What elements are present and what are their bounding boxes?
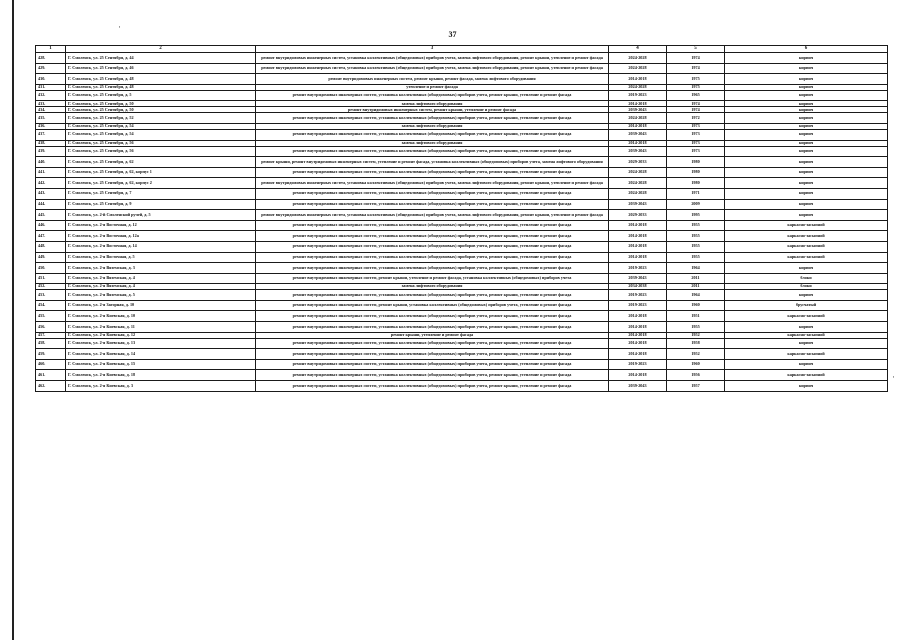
year-built-cell: 1952 bbox=[667, 332, 725, 338]
wall-material-cell: кирпич bbox=[725, 322, 888, 333]
address-cell: Г. Смоленск, ул. 25 Сентября, д. 46 bbox=[66, 63, 256, 74]
period-cell: 2029-2033 bbox=[609, 157, 667, 168]
header-col-5: 5 bbox=[667, 46, 725, 53]
wall-material-cell: кирпич bbox=[725, 123, 888, 129]
address-cell: Г. Смоленск, ул. 2-й Смоленский ручей, д. 5 bbox=[66, 210, 256, 221]
period-cell: 2024-2028 bbox=[609, 178, 667, 189]
year-built-cell: 1974 bbox=[667, 53, 725, 64]
table-row bbox=[36, 188, 888, 199]
address-cell: Г. Смоленск, ул. 2-я Киевская, д. 3 bbox=[66, 381, 256, 392]
year-built-cell: 1974 bbox=[667, 63, 725, 74]
period-cell: 2024-2028 bbox=[609, 84, 667, 90]
wall-material-cell: кирпич bbox=[725, 101, 888, 107]
table-row bbox=[36, 300, 888, 311]
wall-material-cell: кирпич bbox=[725, 359, 888, 370]
work-types-cell: ремонт внутридомовых инженерных систем, установка коллективных (общедомовых) приборов учета, замена лифтового оборудования, ремонт крыши, утепление и ремонт фасада bbox=[256, 210, 609, 221]
work-types-cell: ремонт внутридомовых инженерных систем, установка коллективных (общедомовых) приборов учета, ремонт крыши, утепление и ремонт фасада bbox=[256, 359, 609, 370]
work-types-cell: ремонт внутридомовых инженерных систем, ремонт крыши, ремонт фасада, замена лифтового оборудования bbox=[256, 74, 609, 85]
work-types-cell: ремонт внутридомовых инженерных систем, установка коллективных (общедомовых) приборов учета, ремонт крыши, утепление и ремонт фасада bbox=[256, 113, 609, 124]
row-number: 453. bbox=[36, 290, 66, 301]
table-row bbox=[36, 74, 888, 85]
work-types-cell: ремонт внутридомовых инженерных систем, установка коллективных (общедомовых) приборов учета, замена лифтового оборудования, ремонт крыши, утепление и ремонт фасада bbox=[256, 53, 609, 64]
table-row bbox=[36, 322, 888, 333]
work-types-cell: замена лифтового оборудования bbox=[256, 284, 609, 290]
wall-material-cell: кирпич bbox=[725, 167, 888, 178]
address-cell: Г. Смоленск, ул. 2-я Вяземская, д. 5 bbox=[66, 290, 256, 301]
address-cell: Г. Смоленск, ул. 2-я Киевская, д. 18 bbox=[66, 370, 256, 381]
row-number: 459. bbox=[36, 349, 66, 360]
address-cell: Г. Смоленск, ул. 25 Сентября, д. 48 bbox=[66, 84, 256, 90]
wall-material-cell: кирпич bbox=[725, 107, 888, 113]
wall-material-cell: кирпич bbox=[725, 63, 888, 74]
header-col-4: 4 bbox=[609, 46, 667, 53]
work-types-cell: ремонт внутридомовых инженерных систем, установка коллективных (общедомовых) приборов учета, ремонт крыши, утепление и ремонт фасада bbox=[256, 167, 609, 178]
address-cell: Г. Смоленск, ул. 2-я Восточная, д. 12а bbox=[66, 231, 256, 242]
row-number: 454. bbox=[36, 300, 66, 311]
wall-material-cell: кирпич bbox=[725, 53, 888, 64]
table-row bbox=[36, 252, 888, 263]
year-built-cell: 1955 bbox=[667, 241, 725, 252]
work-types-cell: ремонт внутридомовых инженерных систем, установка коллективных (общедомовых) приборов учета, замена лифтового оборудования, ремонт крыши, утепление и ремонт фасада bbox=[256, 63, 609, 74]
row-number: 431. bbox=[36, 84, 66, 90]
year-built-cell: 1973 bbox=[667, 129, 725, 140]
work-types-cell: ремонт внутридомовых инженерных систем, установка коллективных (общедомовых) приборов учета, ремонт крыши, утепление и ремонт фасада bbox=[256, 290, 609, 301]
year-built-cell: 1958 bbox=[667, 338, 725, 349]
period-cell: 2019-2023 bbox=[609, 290, 667, 301]
work-types-cell: ремонт крыши, утепление и ремонт фасада bbox=[256, 332, 609, 338]
period-cell: 2039-2043 bbox=[609, 199, 667, 210]
row-number: 456. bbox=[36, 322, 66, 333]
period-cell: 2014-2018 bbox=[609, 252, 667, 263]
year-built-cell: 1955 bbox=[667, 252, 725, 263]
address-cell: Г. Смоленск, ул. 25 Сентября, д. 56 bbox=[66, 146, 256, 157]
address-cell: Г. Смоленск, ул. 25 Сентября, д. 50 bbox=[66, 101, 256, 107]
period-cell: 2024-2028 bbox=[609, 167, 667, 178]
address-cell: Г. Смоленск, ул. 2-я Восточная, д. 5 bbox=[66, 252, 256, 263]
wall-material-cell: кирпич bbox=[725, 290, 888, 301]
row-number: 455. bbox=[36, 311, 66, 322]
year-built-cell: 1974 bbox=[667, 101, 725, 107]
work-types-cell: ремонт внутридомовых инженерных систем, ремонт крыши, установка коллективных (общедомовых) приборов учета, утепление и ремонт фасада bbox=[256, 300, 609, 311]
year-built-cell: 1955 bbox=[667, 322, 725, 333]
wall-material-cell: каркасно-засыпной bbox=[725, 311, 888, 322]
work-types-cell: замена лифтового оборудования bbox=[256, 140, 609, 146]
row-number: 438. bbox=[36, 140, 66, 146]
work-types-cell: ремонт внутридомовых инженерных систем, установка коллективных (общедомовых) приборов учета, ремонт крыши, утепление и ремонт фасада bbox=[256, 381, 609, 392]
scan-speck: · bbox=[892, 372, 895, 382]
work-types-cell: ремонт внутридомовых инженерных систем, установка коллективных (общедомовых) приборов учета, ремонт крыши, утепление и ремонт фасада bbox=[256, 241, 609, 252]
work-types-cell: ремонт внутридомовых инженерных систем, ремонт крыши, утепление и ремонт фасада bbox=[256, 107, 609, 113]
wall-material-cell: кирпич bbox=[725, 146, 888, 157]
year-built-cell: 1960 bbox=[667, 359, 725, 370]
row-number: 437. bbox=[36, 129, 66, 140]
page-number: 37 bbox=[448, 30, 457, 39]
row-number: 451. bbox=[36, 273, 66, 284]
page-margin-line bbox=[12, 0, 14, 640]
work-types-cell: ремонт внутридомовых инженерных систем, установка коллективных (общедомовых) приборов учета, ремонт крыши, утепление и ремонт фасада bbox=[256, 263, 609, 274]
period-cell: 2014-2018 bbox=[609, 349, 667, 360]
table-row bbox=[36, 370, 888, 381]
work-types-cell: ремонт внутридомовых инженерных систем, установка коллективных (общедомовых) приборов учета, ремонт крыши, утепление и ремонт фасада bbox=[256, 199, 609, 210]
year-built-cell: 1973 bbox=[667, 140, 725, 146]
year-built-cell: 1964 bbox=[667, 290, 725, 301]
year-built-cell: 2009 bbox=[667, 199, 725, 210]
table-row bbox=[36, 113, 888, 124]
work-types-cell: замена лифтового оборудования bbox=[256, 123, 609, 129]
wall-material-cell: блоки bbox=[725, 284, 888, 290]
year-built-cell: 1975 bbox=[667, 74, 725, 85]
period-cell: 2024-2028 bbox=[609, 113, 667, 124]
period-cell: 2014-2018 bbox=[609, 311, 667, 322]
row-number: 433. bbox=[36, 101, 66, 107]
wall-material-cell: кирпич bbox=[725, 263, 888, 274]
year-built-cell: 1964 bbox=[667, 263, 725, 274]
table-row bbox=[36, 129, 888, 140]
period-cell: 2014-2018 bbox=[609, 332, 667, 338]
address-cell: Г. Смоленск, ул. 25 Сентября, д. 9 bbox=[66, 199, 256, 210]
year-built-cell: 2011 bbox=[667, 284, 725, 290]
work-types-cell: ремонт внутридомовых инженерных систем, установка коллективных (общедомовых) приборов учета, ремонт крыши, утепление и ремонт фасада bbox=[256, 311, 609, 322]
table-row bbox=[36, 338, 888, 349]
wall-material-cell: каркасно-засыпной bbox=[725, 220, 888, 231]
table-row bbox=[36, 311, 888, 322]
address-cell: Г. Смоленск, ул. 25 Сентября, д. 54 bbox=[66, 123, 256, 129]
address-cell: Г. Смоленск, ул. 2-я Загорная, д. 10 bbox=[66, 300, 256, 311]
wall-material-cell: кирпич bbox=[725, 178, 888, 189]
period-cell: 2039-2043 bbox=[609, 273, 667, 284]
year-built-cell: 1955 bbox=[667, 220, 725, 231]
work-types-cell: ремонт внутридомовых инженерных систем, установка коллективных (общедомовых) приборов учета, ремонт крыши, утепление и ремонт фасада bbox=[256, 129, 609, 140]
year-built-cell: 1952 bbox=[667, 349, 725, 360]
address-cell: Г. Смоленск, ул. 25 Сентября, д. 50 bbox=[66, 107, 256, 113]
period-cell: 2014-2018 bbox=[609, 220, 667, 231]
address-cell: Г. Смоленск, ул. 2-я Киевская, д. 13 bbox=[66, 338, 256, 349]
year-built-cell: 1974 bbox=[667, 107, 725, 113]
header-col-6: 6 bbox=[725, 46, 888, 53]
wall-material-cell: кирпич bbox=[725, 157, 888, 168]
table-row bbox=[36, 199, 888, 210]
period-cell: 2024-2028 bbox=[609, 53, 667, 64]
wall-material-cell: кирпич bbox=[725, 113, 888, 124]
scan-speck: · bbox=[118, 22, 121, 32]
row-number: 441. bbox=[36, 167, 66, 178]
address-cell: Г. Смоленск, ул. 25 Сентября, д. 62, корпус 2 bbox=[66, 178, 256, 189]
address-cell: Г. Смоленск, ул. 2-я Вяземская, д. 4 bbox=[66, 273, 256, 284]
table-row bbox=[36, 63, 888, 74]
period-cell: 2014-2018 bbox=[609, 74, 667, 85]
address-cell: Г. Смоленск, ул. 25 Сентября, д. 62, корпус 1 bbox=[66, 167, 256, 178]
row-number: 448. bbox=[36, 241, 66, 252]
year-built-cell: 1980 bbox=[667, 157, 725, 168]
row-number: 447. bbox=[36, 231, 66, 242]
wall-material-cell: каркасно-засыпной bbox=[725, 231, 888, 242]
year-built-cell: 1956 bbox=[667, 370, 725, 381]
year-built-cell: 1951 bbox=[667, 311, 725, 322]
wall-material-cell: каркасно-засыпной bbox=[725, 241, 888, 252]
row-number: 450. bbox=[36, 263, 66, 274]
wall-material-cell: кирпич bbox=[725, 129, 888, 140]
work-types-cell: ремонт внутридомовых инженерных систем, установка коллективных (общедомовых) приборов учета, ремонт крыши, утепление и ремонт фасада bbox=[256, 338, 609, 349]
table-row bbox=[36, 231, 888, 242]
period-cell: 2014-2018 bbox=[609, 370, 667, 381]
wall-material-cell: кирпич bbox=[725, 84, 888, 90]
table-header-row bbox=[36, 46, 888, 53]
address-cell: Г. Смоленск, ул. 25 Сентября, д. 52 bbox=[66, 113, 256, 124]
address-cell: Г. Смоленск, ул. 2-я Вяземская, д. 4 bbox=[66, 284, 256, 290]
row-number: 444. bbox=[36, 199, 66, 210]
period-cell: 2014-2018 bbox=[609, 338, 667, 349]
year-built-cell: 1960 bbox=[667, 300, 725, 311]
year-built-cell: 1971 bbox=[667, 188, 725, 199]
row-number: 430. bbox=[36, 74, 66, 85]
address-cell: Г. Смоленск, ул. 2-я Восточная, д. 14 bbox=[66, 241, 256, 252]
table-row bbox=[36, 90, 888, 101]
table-row bbox=[36, 220, 888, 231]
address-cell: Г. Смоленск, ул. 2-я Киевская, д. 14 bbox=[66, 349, 256, 360]
period-cell: 2014-2018 bbox=[609, 101, 667, 107]
year-built-cell: 1980 bbox=[667, 167, 725, 178]
header-col-1: 1 bbox=[36, 46, 66, 53]
address-cell: Г. Смоленск, ул. 25 Сентября, д. 54 bbox=[66, 129, 256, 140]
wall-material-cell: каркасно-засыпной bbox=[725, 370, 888, 381]
work-types-cell: ремонт внутридомовых инженерных систем, установка коллективных (общедомовых) приборов учета, ремонт крыши, утепление и ремонт фасада bbox=[256, 252, 609, 263]
work-types-cell: утепление и ремонт фасада bbox=[256, 84, 609, 90]
wall-material-cell: каркасно-засыпной bbox=[725, 332, 888, 338]
address-cell: Г. Смоленск, ул. 25 Сентября, д. 44 bbox=[66, 53, 256, 64]
period-cell: 2024-2028 bbox=[609, 63, 667, 74]
year-built-cell: 1972 bbox=[667, 113, 725, 124]
table-body bbox=[36, 53, 888, 392]
period-cell: 2039-2043 bbox=[609, 381, 667, 392]
address-cell: Г. Смоленск, ул. 2-я Киевская, д. 12 bbox=[66, 332, 256, 338]
wall-material-cell: кирпич bbox=[725, 338, 888, 349]
year-built-cell: 1995 bbox=[667, 210, 725, 221]
period-cell: 2014-2018 bbox=[609, 322, 667, 333]
row-number: 429. bbox=[36, 63, 66, 74]
work-types-cell: ремонт внутридомовых инженерных систем, установка коллективных (общедомовых) приборов учета, замена лифтового оборудования, ремонт крыши, утепление и ремонт фасада bbox=[256, 178, 609, 189]
year-built-cell: 1973 bbox=[667, 146, 725, 157]
row-number: 442. bbox=[36, 178, 66, 189]
table-row bbox=[36, 210, 888, 221]
year-built-cell: 1965 bbox=[667, 90, 725, 101]
work-types-cell: ремонт внутридомовых инженерных систем, установка коллективных (общедомовых) приборов учета, ремонт крыши, утепление и ремонт фасада bbox=[256, 188, 609, 199]
year-built-cell: 2011 bbox=[667, 273, 725, 284]
wall-material-cell: кирпич bbox=[725, 199, 888, 210]
address-cell: Г. Смоленск, ул. 25 Сентября, д. 62 bbox=[66, 157, 256, 168]
wall-material-cell: кирпич bbox=[725, 140, 888, 146]
period-cell: 2019-2023 bbox=[609, 263, 667, 274]
work-types-cell: ремонт внутридомовых инженерных систем, установка коллективных (общедомовых) приборов учета, ремонт крыши, утепление и ремонт фасада bbox=[256, 220, 609, 231]
address-cell: Г. Смоленск, ул. 25 Сентября, д. 48 bbox=[66, 74, 256, 85]
table-row bbox=[36, 157, 888, 168]
row-number: 446. bbox=[36, 220, 66, 231]
row-number: 432. bbox=[36, 90, 66, 101]
table-row bbox=[36, 359, 888, 370]
wall-material-cell: кирпич bbox=[725, 381, 888, 392]
row-number: 458. bbox=[36, 338, 66, 349]
period-cell: 2034-2038 bbox=[609, 284, 667, 290]
row-number: 428. bbox=[36, 53, 66, 64]
wall-material-cell: блоки bbox=[725, 273, 888, 284]
table-row bbox=[36, 167, 888, 178]
address-cell: Г. Смоленск, ул. 25 Сентября, д. 56 bbox=[66, 140, 256, 146]
row-number: 436. bbox=[36, 123, 66, 129]
table-row bbox=[36, 178, 888, 189]
period-cell: 2019-2023 bbox=[609, 90, 667, 101]
period-cell: 2014-2018 bbox=[609, 241, 667, 252]
work-types-cell: ремонт внутридомовых инженерных систем, установка коллективных (общедомовых) приборов учета, ремонт крыши, утепление и ремонт фасада bbox=[256, 231, 609, 242]
address-cell: Г. Смоленск, ул. 2-я Киевская, д. 10 bbox=[66, 311, 256, 322]
year-built-cell: 1955 bbox=[667, 231, 725, 242]
header-col-3: 3 bbox=[256, 46, 609, 53]
table-row bbox=[36, 273, 888, 284]
period-cell: 2024-2028 bbox=[609, 188, 667, 199]
period-cell: 2039-2043 bbox=[609, 107, 667, 113]
work-types-cell: ремонт внутридомовых инженерных систем, установка коллективных (общедомовых) приборов учета, ремонт крыши, утепление и ремонт фасада bbox=[256, 90, 609, 101]
work-types-cell: ремонт внутридомовых инженерных систем, установка коллективных (общедомовых) приборов учета, ремонт крыши, утепление и ремонт фасада bbox=[256, 146, 609, 157]
row-number: 435. bbox=[36, 113, 66, 124]
period-cell: 2014-2018 bbox=[609, 231, 667, 242]
period-cell: 2029-2033 bbox=[609, 210, 667, 221]
work-types-cell: замена лифтового оборудования bbox=[256, 101, 609, 107]
address-cell: Г. Смоленск, ул. 2-я Киевская, д. 15 bbox=[66, 359, 256, 370]
period-cell: 2039-2043 bbox=[609, 146, 667, 157]
wall-material-cell: кирпич bbox=[725, 90, 888, 101]
row-number: 457. bbox=[36, 332, 66, 338]
period-cell: 2039-2043 bbox=[609, 129, 667, 140]
address-cell: Г. Смоленск, ул. 2-я Киевская, д. 11 bbox=[66, 322, 256, 333]
row-number: 434. bbox=[36, 107, 66, 113]
period-cell: 2019-2023 bbox=[609, 300, 667, 311]
table-row bbox=[36, 146, 888, 157]
work-types-cell: ремонт внутридомовых инженерных систем, установка коллективных (общедомовых) приборов учета, ремонт крыши, утепление и ремонт фасада bbox=[256, 349, 609, 360]
row-number: 439. bbox=[36, 146, 66, 157]
row-number: 445. bbox=[36, 210, 66, 221]
table-row bbox=[36, 349, 888, 360]
period-cell: 2014-2018 bbox=[609, 123, 667, 129]
row-number: 452. bbox=[36, 284, 66, 290]
row-number: 462. bbox=[36, 381, 66, 392]
table-row bbox=[36, 241, 888, 252]
work-types-cell: ремонт внутридомовых инженерных систем, ремонт крыши, утепление и ремонт фасада, установка коллективных (общедомовых) приборов учета bbox=[256, 273, 609, 284]
row-number: 443. bbox=[36, 188, 66, 199]
header-col-2: 2 bbox=[66, 46, 256, 53]
wall-material-cell: кирпич bbox=[725, 74, 888, 85]
wall-material-cell: каркасно-засыпной bbox=[725, 349, 888, 360]
table-row bbox=[36, 381, 888, 392]
housing-repair-table bbox=[35, 45, 888, 392]
row-number: 461. bbox=[36, 370, 66, 381]
work-types-cell: ремонт крыши, ремонт внутридомовых инженерных систем, утепление и ремонт фасада, установка коллективных (общедомовых) приборов учета, замена лифтового оборудования bbox=[256, 157, 609, 168]
address-cell: Г. Смоленск, ул. 25 Сентября, д. 5 bbox=[66, 90, 256, 101]
year-built-cell: 1975 bbox=[667, 84, 725, 90]
address-cell: Г. Смоленск, ул. 2-я Восточная, д. 12 bbox=[66, 220, 256, 231]
period-cell: 2014-2018 bbox=[609, 140, 667, 146]
wall-material-cell: каркасно-засыпной bbox=[725, 252, 888, 263]
work-types-cell: ремонт внутридомовых инженерных систем, установка коллективных (общедомовых) приборов учета, ремонт крыши, утепление и ремонт фасада bbox=[256, 370, 609, 381]
work-types-cell: ремонт внутридомовых инженерных систем, установка коллективных (общедомовых) приборов учета, ремонт крыши, утепление и ремонт фасада bbox=[256, 322, 609, 333]
wall-material-cell: брусчатый bbox=[725, 300, 888, 311]
row-number: 440. bbox=[36, 157, 66, 168]
table-row bbox=[36, 263, 888, 274]
address-cell: Г. Смоленск, ул. 25 Сентября, д. 7 bbox=[66, 188, 256, 199]
period-cell: 2019-2023 bbox=[609, 359, 667, 370]
year-built-cell: 1957 bbox=[667, 381, 725, 392]
table-row bbox=[36, 53, 888, 64]
table-row bbox=[36, 290, 888, 301]
row-number: 449. bbox=[36, 252, 66, 263]
year-built-cell: 1973 bbox=[667, 123, 725, 129]
wall-material-cell: кирпич bbox=[725, 188, 888, 199]
row-number: 460. bbox=[36, 359, 66, 370]
address-cell: Г. Смоленск, ул. 2-я Вяземская, д. 3 bbox=[66, 263, 256, 274]
year-built-cell: 1980 bbox=[667, 178, 725, 189]
wall-material-cell: кирпич bbox=[725, 210, 888, 221]
